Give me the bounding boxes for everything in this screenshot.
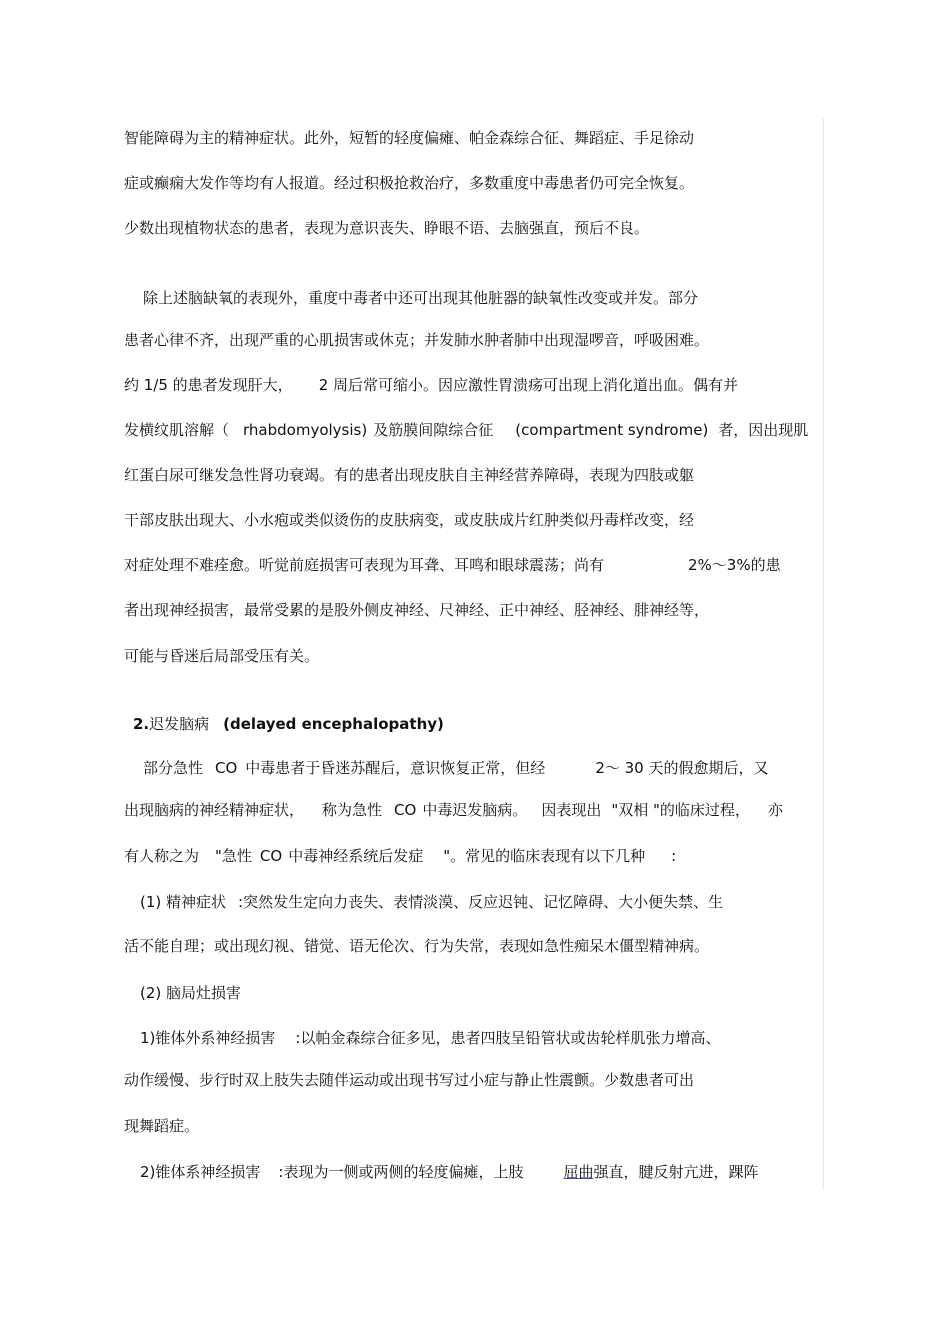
text-line: 患者心律不齐，出现严重的心肌损害或休克；并发肺水肿者肺中出现湿啰音，呼吸困难。: [124, 331, 710, 349]
text-span: 2 周后常可缩小。因应激性胃溃疡可出现上消化道出血。偶有并: [318, 376, 739, 394]
text-line: 少数出现植物状态的患者，表现为意识丧失、睁眼不语、去脑强直，预后不良。: [124, 219, 650, 237]
text-span: (compartment syndrome): [515, 421, 709, 439]
text-line: (2) 脑局灶损害: [140, 984, 242, 1002]
text-span: 部分急性: [143, 759, 204, 777]
text-span: 出现脑病的神经精神症状，: [124, 801, 305, 819]
text-line: [143, 758, 768, 778]
text-span: :: [671, 847, 677, 865]
text-span: 有人称之为: [124, 847, 200, 865]
text-line: [124, 375, 738, 395]
text-span: :突然发生定向力丧失、表情淡漠、反应迟钝、记忆障碍、大小便失禁、生: [238, 893, 724, 911]
text-line: [124, 420, 808, 440]
text-line: [124, 846, 676, 866]
text-span: 称为急性: [322, 801, 383, 819]
text-line: 除上述脑缺氧的表现外，重度中毒者中还可出现其他脏器的缺氧性改变或并发。部分: [143, 289, 699, 307]
text-span: 及筋膜间隙综合征: [373, 421, 494, 439]
text-span: 约 1/5 的患者发现肝大，: [124, 376, 293, 394]
text-span: rhabdomyolysis): [243, 421, 368, 439]
text-line: [140, 1162, 759, 1182]
text-span: 因表现出: [541, 801, 602, 819]
text-line: [140, 1028, 720, 1048]
text-span: 发横纹肌溶解（: [124, 421, 230, 439]
text-span: "急性: [215, 847, 252, 865]
text-span: 2%～3%的患: [688, 556, 781, 574]
text-span: 2)锥体系神经损害: [140, 1163, 261, 1181]
text-span: 2～ 30 天的假愈期后，又: [595, 759, 769, 777]
text-line: 现舞蹈症。: [124, 1117, 200, 1135]
section-heading: [133, 714, 444, 734]
text-span: CO: [259, 847, 283, 865]
text-line: 干部皮肤出现大、小水疱或类似烫伤的皮肤病变，或皮肤成片红肿类似丹毒样改变，经: [124, 511, 695, 529]
text-span: :以帕金森综合征多见，患者四肢呈铅管状或齿轮样肌张力增高、: [295, 1029, 721, 1047]
text-line: [124, 555, 781, 575]
text-span: :表现为一侧或两侧的轻度偏瘫，上肢: [278, 1163, 524, 1181]
text-span: 强直，腱反射亢进，踝阵: [593, 1163, 759, 1181]
underlined-term: 屈曲: [563, 1163, 594, 1181]
text-span: "。常见的临床表现有以下几种: [443, 847, 646, 865]
text-line: 活不能自理；或出现幻视、错觉、语无伦次、行为失常，表现如急性痴呆木僵型精神病。: [124, 937, 710, 955]
text-span: 中毒患者于昏迷苏醒后，意识恢复正常，但经: [245, 759, 546, 777]
text-span: "双相 "的临床过程，: [611, 801, 750, 819]
text-line: [124, 800, 783, 820]
text-line: 红蛋白尿可继发急性肾功衰竭。有的患者出现皮肤自主神经营养障碍，表现为四肢或躯: [124, 466, 695, 484]
text-span: 亦: [767, 801, 783, 819]
text-line: 动作缓慢、步行时双上肢失去随伴运动或出现书写过小症与静止性震颤。少数患者可出: [124, 1071, 695, 1089]
text-span: (1) 精神症状: [140, 893, 227, 911]
text-span: CO: [394, 801, 417, 819]
section-title-en: (delayed encephalopathy): [223, 715, 444, 733]
text-line: 智能障碍为主的精神症状。此外，短暂的轻度偏瘫、帕金森综合征、舞蹈症、手足徐动: [124, 129, 695, 147]
text-line: 者出现神经损害，最常受累的是股外侧皮神经、尺神经、正中神经、胫神经、腓神经等，: [124, 601, 710, 619]
text-line: [140, 892, 723, 912]
text-span: 中毒迟发脑病。: [422, 801, 528, 819]
section-title-cn: 迟发脑病: [149, 715, 210, 733]
right-margin-line: [823, 118, 824, 1190]
text-span: 中毒神经系统后发症: [288, 847, 424, 865]
text-line: 症或癫痫大发作等均有人报道。经过积极抢救治疗，多数重度中毒患者仍可完全恢复。: [124, 174, 695, 192]
text-span: 1)锥体外系神经损害: [140, 1029, 276, 1047]
text-span: CO: [215, 759, 238, 777]
text-line: 可能与昏迷后局部受压有关。: [124, 647, 320, 665]
text-span: 者，因出现肌: [718, 421, 809, 439]
text-span: 对症处理不难痊愈。听觉前庭损害可表现为耳聋、耳鸣和眼球震荡；尚有: [124, 556, 605, 574]
section-number: 2.: [133, 715, 150, 733]
